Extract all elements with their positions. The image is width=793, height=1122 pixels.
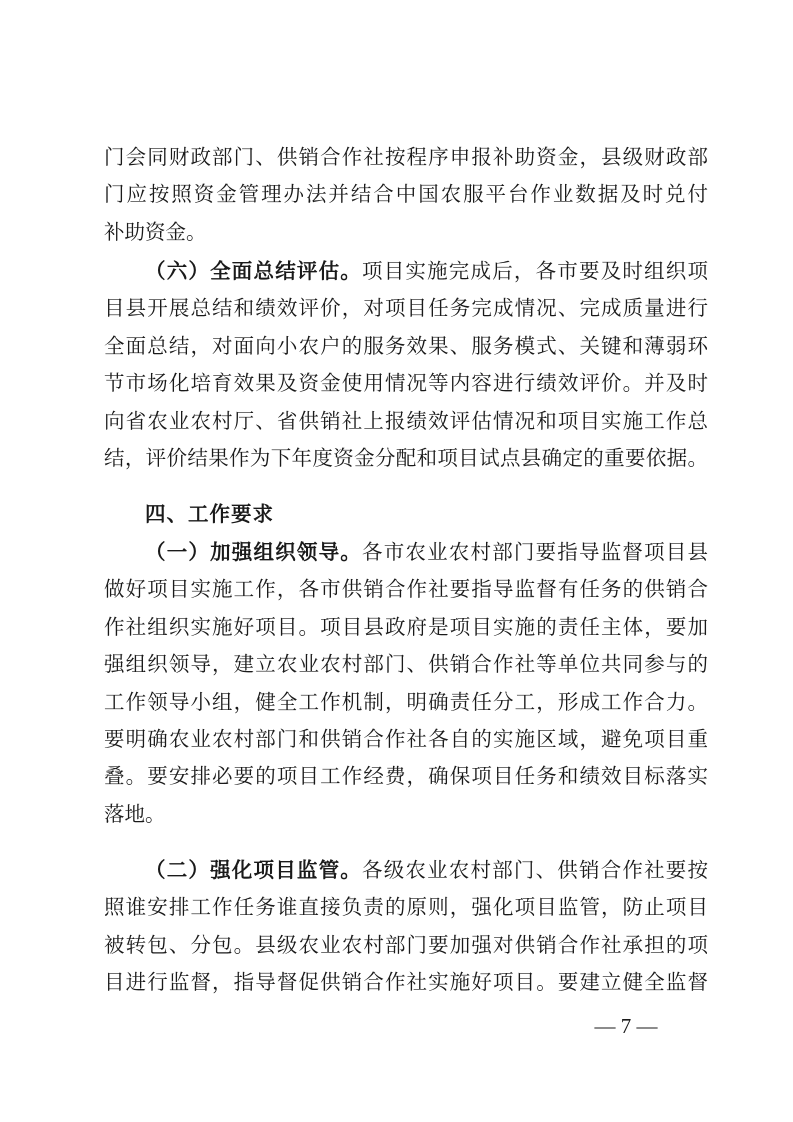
paragraph-1-line-3: 补助资金。 xyxy=(104,219,207,244)
paragraph-2-line-3: 全面总结，对面向小农户的服务效果、服务模式、关键和薄弱环 xyxy=(104,333,708,358)
section-heading xyxy=(104,496,708,533)
paragraph-3 xyxy=(104,534,708,833)
paragraph-3-line-6: 要明确农业农村部门和供销合作社各自的实施区域，避免项目重 xyxy=(104,726,708,751)
paragraph-2-line-4: 节市场化培育效果及资金使用情况等内容进行绩效评价。并及时 xyxy=(104,371,708,396)
paragraph-3-line-5: 工作领导小组，健全工作机制，明确责任分工，形成工作合力。 xyxy=(104,689,708,714)
paragraph-1-line-2: 门应按照资金管理办法并结合中国农服平台作业数据及时兑付 xyxy=(104,182,708,207)
paragraph-2-title: （六）全面总结评估。 xyxy=(145,259,362,283)
paragraph-3-first-line-text: 各市农业农村部门要指导监督项目县 xyxy=(362,540,708,564)
paragraph-4-line-4: 目进行监督，指导督促供销合作社实施好项目。要建立健全监督 xyxy=(104,970,708,995)
paragraph-3-title: （一）加强组织领导。 xyxy=(145,540,362,564)
paragraph-3-line-8: 落地。 xyxy=(104,801,166,826)
paragraph-1 xyxy=(104,139,708,251)
paragraph-3-line-1 xyxy=(104,534,708,571)
paragraph-2-first-line-text: 项目实施完成后，各市要及时组织项 xyxy=(362,259,708,283)
paragraph-3-line-4: 强组织领导，建立农业农村部门、供销合作社等单位共同参与的 xyxy=(104,652,708,677)
section-heading-text: 四、工作要求 xyxy=(145,502,274,526)
paragraph-3-line-3: 作社组织实施好项目。项目县政府是项目实施的责任主体，要加 xyxy=(104,614,708,639)
paragraph-2 xyxy=(104,253,708,477)
paragraph-3-line-7: 叠。要安排必要的项目工作经费，确保项目任务和绩效目标落实 xyxy=(104,764,708,789)
paragraph-4-line-1 xyxy=(104,852,708,889)
paragraph-4-title: （二）强化项目监管。 xyxy=(145,858,362,882)
paragraph-4-line-2: 照谁安排工作任务谁直接负责的原则，强化项目监管，防止项目 xyxy=(104,895,708,920)
page-number: — 7 — xyxy=(594,1014,658,1038)
paragraph-2-line-5: 向省农业农村厅、省供销社上报绩效评估情况和项目实施工作总 xyxy=(104,408,708,433)
paragraph-4 xyxy=(104,852,708,1002)
paragraph-2-line-6: 结，评价结果作为下年度资金分配和项目试点县确定的重要依据。 xyxy=(104,445,708,470)
paragraph-2-line-1 xyxy=(104,253,708,290)
paragraph-3-line-2: 做好项目实施工作，各市供销合作社要指导监督有任务的供销合 xyxy=(104,577,708,602)
paragraph-1-line-1: 门会同财政部门、供销合作社按程序申报补助资金，县级财政部 xyxy=(104,145,708,169)
paragraph-4-line-3: 被转包、分包。县级农业农村部门要加强对供销合作社承担的项 xyxy=(104,932,708,957)
paragraph-4-first-line-text: 各级农业农村部门、供销合作社要按 xyxy=(362,858,708,882)
paragraph-2-line-2: 目县开展总结和绩效评价，对项目任务完成情况、完成质量进行 xyxy=(104,296,708,321)
